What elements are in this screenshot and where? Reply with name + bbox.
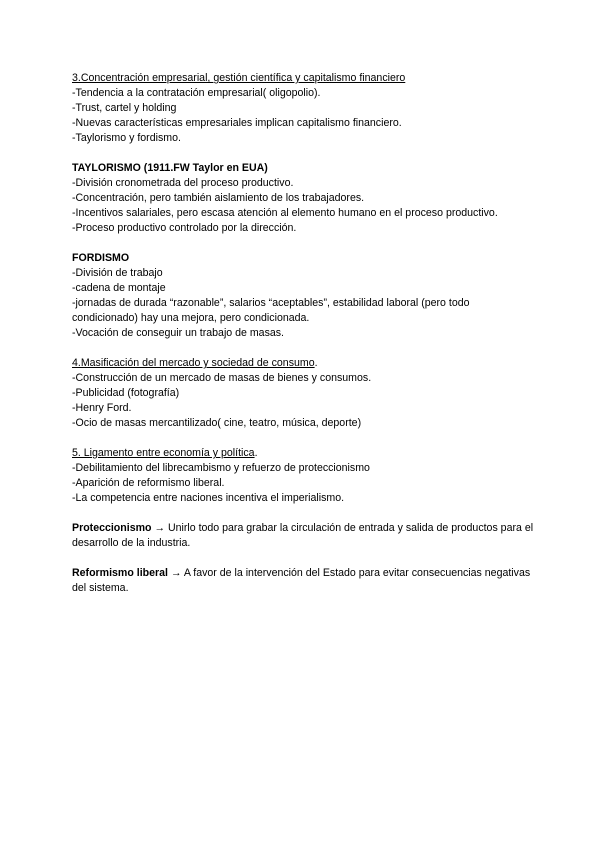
taylorismo-line-1: -División cronometrada del proceso productivo. [72,177,294,189]
document-page [72,71,542,596]
spacer [72,146,542,161]
section-3-heading: 3.Concentración empresarial, gestión científica y capitalismo financiero [72,72,406,84]
section-5-line-2: -Aparición de reformismo liberal. [72,477,225,489]
section-4-line-3: -Henry Ford. [72,402,132,414]
section-4-heading-suffix: . [314,357,318,369]
definition-proteccionismo [72,521,542,551]
taylorismo-line-3: -Incentivos salariales, pero escasa atención al elemento humano en el proceso productivo. [72,207,498,219]
section-5-line-3: -La competencia entre naciones incentiva el imperialismo. [72,492,345,504]
section-4-heading-row [72,356,542,371]
spacer [72,506,542,521]
section-4-line-1: -Construcción de un mercado de masas de bienes y consumos. [72,372,372,384]
spacer [72,551,542,566]
definition-text-proteccionismo: → Unirlo todo para grabar la circulación de entrada y salida de productos para el desarrollo de la industria. [72,522,534,549]
fordismo-line-3: -jornadas de durada “razonable”, salarios “aceptables”, estabilidad laboral (pero todo [72,297,470,309]
fordismo-line-2: -cadena de montaje [72,282,166,294]
fordismo-line-4: condicionado) hay una mejora, pero condicionada. [72,312,310,324]
section-3-line-3: -Nuevas características empresariales implican capitalismo financiero. [72,117,402,129]
taylorismo-heading: TAYLORISMO (1911.FW Taylor en EUA) [72,162,268,174]
definition-text-reformismo: → A favor de la intervención del Estado para evitar consecuencias negativas del sistema. [72,567,531,594]
section-5-heading: 5. Ligamento entre economía y política [72,447,255,459]
fordismo-heading: FORDISMO [72,252,130,264]
section-4-line-4: -Ocio de masas mercantilizado( cine, teatro, música, deporte) [72,417,362,429]
section-4-heading: 4.Masificación del mercado y sociedad de consumo [72,357,315,369]
spacer [72,341,542,356]
section-5-line-1: -Debilitamiento del librecambismo y refuerzo de proteccionismo [72,462,370,474]
spacer [72,236,542,251]
section-3-line-2: -Trust, cartel y holding [72,102,177,114]
section-4-line-2: -Publicidad (fotografía) [72,387,180,399]
definition-term-proteccionismo: Proteccionismo [72,522,152,534]
definition-reformismo [72,566,542,596]
section-5-heading-suffix: . [254,447,258,459]
definition-term-reformismo: Reformismo liberal [72,567,168,579]
section-5-heading-row [72,446,542,461]
taylorismo-line-2: -Concentración, pero también aislamiento de los trabajadores. [72,192,365,204]
taylorismo-line-4: -Proceso productivo controlado por la dirección. [72,222,297,234]
fordismo-line-5: -Vocación de conseguir un trabajo de masas. [72,327,285,339]
spacer [72,431,542,446]
fordismo-line-1: -División de trabajo [72,267,163,279]
section-3-line-4: -Taylorismo y fordismo. [72,132,181,144]
section-3-line-1: -Tendencia a la contratación empresarial( oligopolio). [72,87,321,99]
